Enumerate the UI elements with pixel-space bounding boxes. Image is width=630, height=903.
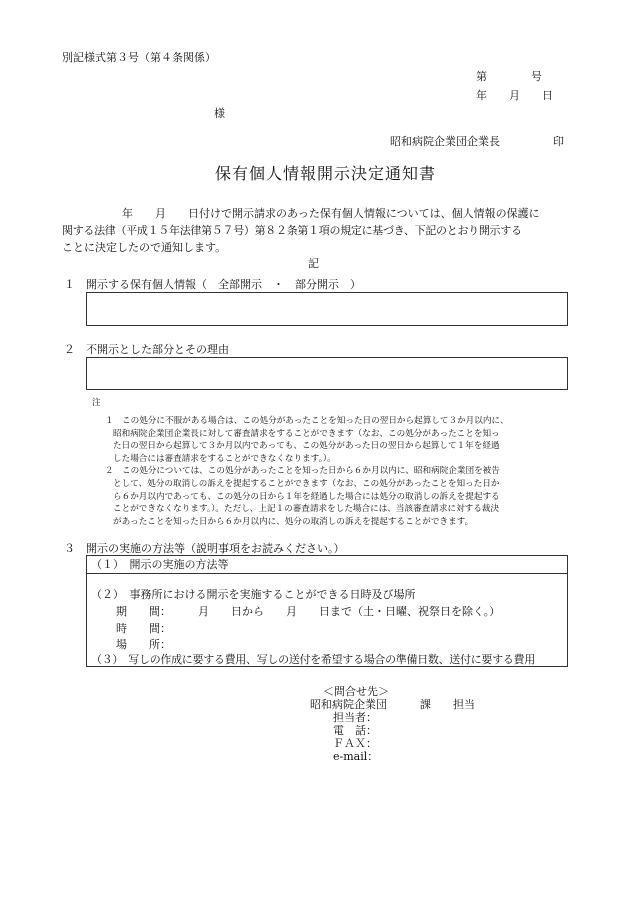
contact-email: e-mail： <box>333 750 379 763</box>
notes-heading: 注 <box>92 398 101 408</box>
seal-mark: 印 <box>553 135 564 148</box>
section3-number: ３ <box>64 542 75 555</box>
method-row-3: （３） 写しの作成に要する費用、写しの送付を希望する場合の準備日数、送付に要する費用 <box>91 653 535 666</box>
section1-label: 開示する保有個人情報（ 全部開示 ・ 部分開示 ） <box>86 278 361 291</box>
contact-heading: ＜問合せ先＞ <box>323 685 389 698</box>
undisclosed-reason-box <box>86 357 568 390</box>
period-label: 期 間： <box>116 605 171 618</box>
form-label: 別記様式第３号（第４条関係） <box>62 51 216 64</box>
note-2-number: ２ <box>105 466 114 477</box>
note-2-line-4: ことができなくなります。）。ただし、上記１の審査請求をした場合には、当該審査請求に対する裁決 <box>113 504 500 515</box>
note-1-line-4: した場合には審査請求をすることができなくなります。）。 <box>113 453 336 464</box>
body-line-1: 年 月 日付けで開示請求のあった保有個人情報については、個人情報の保護に <box>122 207 540 220</box>
section2-label: 不開示とした部分とその理由 <box>86 343 229 356</box>
document-number: 第 号 <box>476 70 542 83</box>
period-value: 月 日から 月 日まで（土・日曜、祝祭日を除く。） <box>198 605 501 618</box>
contact-person: 担当者： <box>333 711 377 724</box>
contact-phone: 電 話： <box>333 724 377 737</box>
addressee-suffix: 様 <box>214 107 225 120</box>
note-1-line-2: 昭和病院企業団企業長に対して審査請求をすることができます（なお、この処分があったことを知っ <box>113 428 500 439</box>
body-line-3: ことに決定したので通知します。 <box>62 241 227 254</box>
method-row-2: （２） 事務所における開示を実施することができる日時及び場所 <box>91 588 416 601</box>
note-2-line-2: として、処分の取消しの訴えを提起することができます（なお、この処分があったことを知った日か <box>113 479 500 489</box>
issuer-name: 昭和病院企業団企業長 <box>390 135 500 148</box>
note-1-line-1: この処分に不服がある場合は、この処分があったことを知った日の翌日から起算して３か月以内に、 <box>122 416 509 426</box>
disclosed-info-box <box>86 292 568 326</box>
time-label: 時 間： <box>116 622 171 635</box>
method-row-1: （１） 開示の実施の方法等 <box>91 558 229 571</box>
section2-number: ２ <box>64 343 75 356</box>
note-2-line-3: ら６か月以内であっても、この処分の日から１年を経過した場合には処分の取消しの訴えを提起する <box>113 491 500 502</box>
section1-number: １ <box>64 278 75 291</box>
document-date: 年 月 日 <box>476 89 553 102</box>
contact-organization: 昭和病院企業団 課 担当 <box>310 698 475 711</box>
place-label: 場 所： <box>116 638 171 651</box>
contact-fax: ＦＡＸ： <box>333 737 377 750</box>
section3-label: 開示の実施の方法等（説明事項をお読みください。） <box>86 542 345 555</box>
note-2-line-5: があったことを知った日から６か月以内に、処分の取消しの訴えを提起することができます。 <box>113 516 474 527</box>
note-2-line-1: この処分については、この処分があったことを知った日から６か月以内に、昭和病院企業団を被告 <box>122 466 500 477</box>
document-title: 保有個人情報開示決定通知書 <box>215 164 437 183</box>
note-1-line-3: た日の翌日から起算して３か月以内であっても、この処分があった日の翌日から起算して１年を経過 <box>113 441 500 452</box>
body-line-2: 関する法律（平成１５年法律第５７号）第８２条第１項の規定に基づき、下記のとおり開示する <box>62 224 522 237</box>
note-1-number: １ <box>105 416 114 426</box>
ki-heading: 記 <box>308 257 319 270</box>
